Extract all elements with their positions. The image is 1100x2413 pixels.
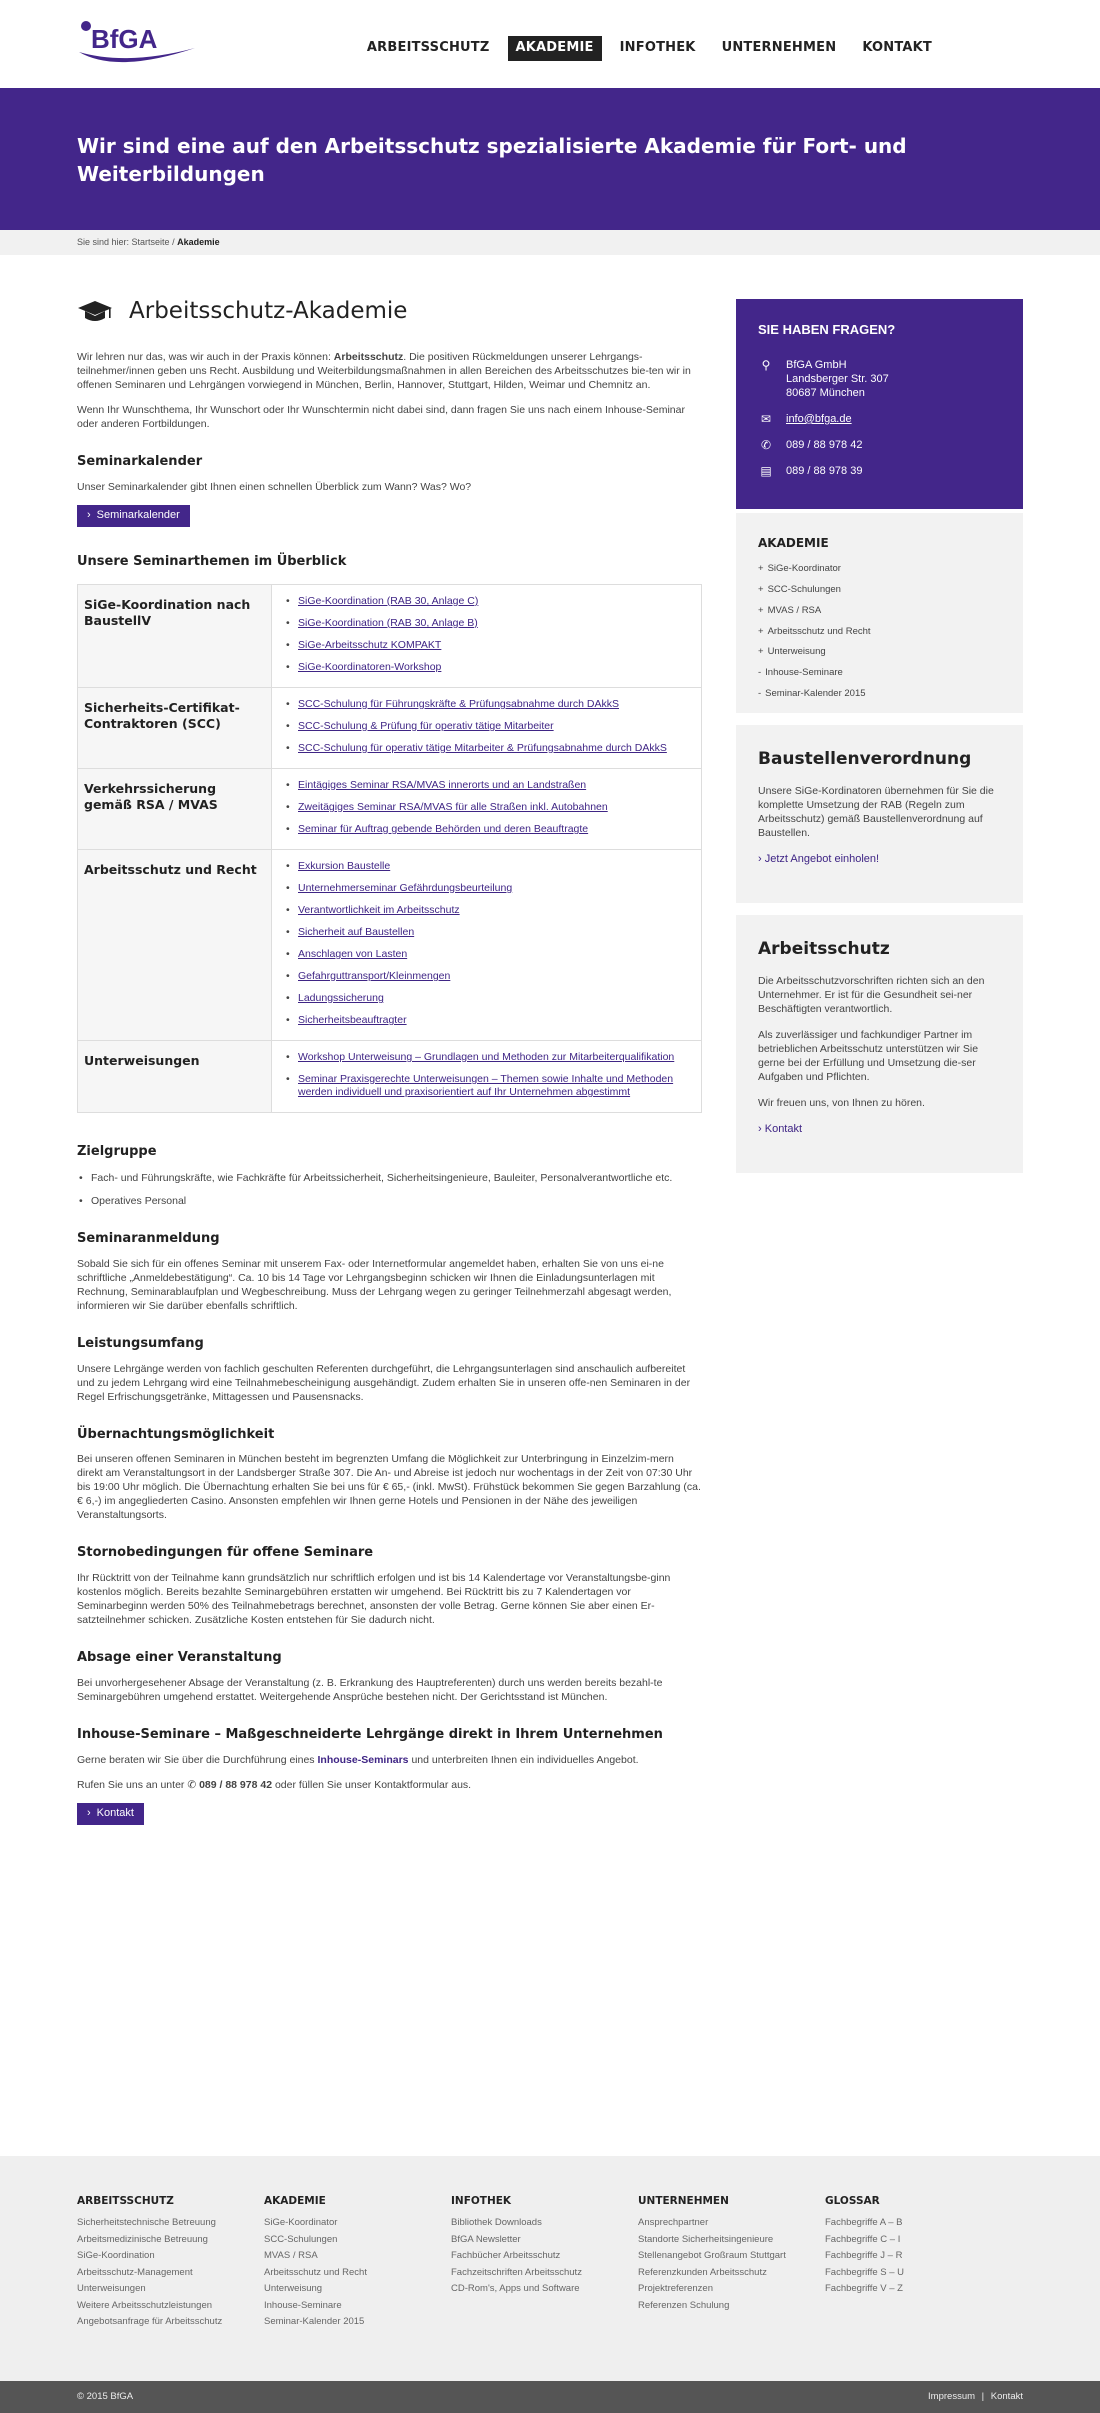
footer-link[interactable]: MVAS / RSA <box>264 2250 318 2262</box>
seminar-themes-table <box>77 584 702 1113</box>
footer-link[interactable]: Fachbegriffe J – R <box>825 2250 903 2262</box>
footer-link[interactable]: SCC-Schulungen <box>264 2233 338 2245</box>
list-item: • Fach- und Führungskräfte, wie Fachkräfte für Arbeitssicherheit, Sicherheitsingenieure, Bauleiter, Personalverantwortliche etc. <box>77 1172 702 1185</box>
absage-heading: Absage einer Veranstaltung <box>77 1650 282 1666</box>
theme-link[interactable]: SiGe-Koordination (RAB 30, Anlage B) <box>298 616 478 629</box>
uebernachtung-text: Bei unseren offenen Seminaren in München besteht im begrenzten Umfang die Möglichkeit zur Unterbringung in Einzelzim-mern direkt am Veranstaltungsort in der Landsberger Straße 307. Die An- und Abreise ist jedoch nur wochentags in der Zeit von 07:30 Uhr bis 19:00 Uhr möglich. Die Übernachtung erhalten Sie bei uns für € 65,- (inkl. MwSt). Frühstück bekommen Sie gegen Barzahlung (ca. € 6,-) im angegliederten Casino. Ansonsten empfehlen wir Ihnen gerne Hotels und Pensionen in der Nähe des jeweiligen Veranstaltungsorts. <box>77 1453 701 1522</box>
inhouse-link[interactable]: Inhouse-Seminars <box>317 1753 409 1766</box>
footer-link[interactable]: Inhouse-Seminare <box>264 2299 342 2311</box>
akademie-menu <box>736 513 1023 713</box>
seminarkalender-text: Unser Seminarkalender gibt Ihnen einen schnellen Überblick zum Wann? Was? Wo? <box>77 481 472 494</box>
baustellenverordnung-box <box>736 725 1023 903</box>
theme-link[interactable]: SiGe-Koordination (RAB 30, Anlage C) <box>298 594 479 607</box>
svg-text:BfGA: BfGA <box>91 24 158 54</box>
nav-akademie[interactable]: AKADEMIE <box>508 36 602 61</box>
breadcrumb-home[interactable]: Startseite <box>131 237 170 247</box>
list-item <box>286 720 685 733</box>
list-item <box>286 801 685 814</box>
footer-col-unternehmen <box>638 2194 825 2331</box>
footer-link[interactable]: Fachbegriffe A – B <box>825 2217 903 2229</box>
page-title-row <box>77 295 702 328</box>
table-row <box>78 768 702 849</box>
table-row <box>78 584 702 687</box>
hero-title: Wir sind eine auf den Arbeitsschutz spezialisierte Akademie für Fort- und Weiterbildungen <box>77 134 907 186</box>
zielgruppe-list <box>77 1172 702 1208</box>
copyright: © 2015 BfGA <box>77 2391 134 2402</box>
list-item <box>286 882 685 895</box>
intro-paragraph-2: Wenn Ihr Wunschthema, Ihr Wunschort oder Ihr Wunschtermin nicht dabei sind, dann fragen Sie uns nach einem Inhouse-Seminar oder anderen Fortbildungen. <box>77 404 685 431</box>
theme-link[interactable]: Verantwortlichkeit im Arbeitsschutz <box>298 903 460 916</box>
footer-kontakt-link[interactable]: Kontakt <box>990 2391 1023 2402</box>
theme-link[interactable]: SiGe-Koordinatoren-Workshop <box>298 660 442 673</box>
footer-heading: AKADEMIE <box>264 2195 326 2207</box>
fax-icon: ▤ <box>760 463 772 478</box>
table-row <box>78 1040 702 1112</box>
footer-col-arbeitsschutz <box>77 2194 264 2331</box>
theme-link[interactable]: Ladungssicherung <box>298 991 384 1004</box>
theme-link[interactable]: Zweitägiges Seminar RSA/MVAS für alle Straßen inkl. Autobahnen <box>298 800 608 813</box>
breadcrumb <box>0 230 1100 255</box>
footer-heading: UNTERNEHMEN <box>638 2195 729 2207</box>
footer-heading: ARBEITSSCHUTZ <box>77 2195 174 2207</box>
theme-link[interactable]: Seminar Praxisgerechte Unterweisungen – Themen sowie Inhalte und Methoden werden individuell und praxisorientiert auf Ihr Unternehmen abgestimmt <box>298 1072 674 1098</box>
footer-link[interactable]: Ansprechpartner <box>638 2217 709 2229</box>
inhouse-heading: Inhouse-Seminare – Maßgeschneiderte Lehrgänge direkt in Ihrem Unternehmen <box>77 1727 663 1743</box>
site-footer <box>0 2156 1100 2381</box>
sidebar-item-scc[interactable]: + SCC-Schulungen <box>758 584 841 596</box>
baustelle-heading: Baustellenverordnung <box>758 749 972 769</box>
bfga-logo[interactable] <box>77 18 197 70</box>
themes-heading: Unsere Seminarthemen im Überblick <box>77 554 347 570</box>
list-item <box>286 992 685 1005</box>
seminaranmeldung-text: Sobald Sie sich für ein offenes Seminar mit unserem Fax- oder Internetformular angemeldet haben, erhalten Sie von uns ei-ne schriftliche „Anmeldebestätigung“. Ca. 10 bis 14 Tage vor Lehrgangsbeginn schicken wir Ihnen die Einladungsunterlagen mit Rechnung, Seminarablaufplan und Wegbeschreibung. Muss der Lehrgang wegen zu geringer Teilnehmerzahl abgesagt werden, informieren wir Sie darüber ebenfalls schriftlich. <box>77 1257 672 1312</box>
list-item <box>286 1051 685 1064</box>
footer-link[interactable]: Fachbegriffe C – I <box>825 2233 901 2245</box>
sidebar-item-sige[interactable]: + SiGe-Koordinator <box>758 563 841 575</box>
envelope-icon: ✉ <box>760 411 772 426</box>
contact-box <box>736 299 1023 509</box>
footer-link[interactable]: Fachbegriffe V – Z <box>825 2283 903 2295</box>
theme-link[interactable]: Sicherheitsbeauftragter <box>298 1013 407 1026</box>
contact-email[interactable]: info@bfga.de <box>786 412 852 425</box>
footer-link[interactable]: Bibliothek Downloads <box>451 2217 542 2229</box>
arbeitsschutz-box <box>736 915 1023 1173</box>
footer-link[interactable]: Projektreferenzen <box>638 2283 713 2295</box>
theme-category: SiGe-Koordination nach BaustellV <box>78 584 272 687</box>
theme-link[interactable]: Eintägiges Seminar RSA/MVAS innerorts und an Landstraßen <box>298 778 587 791</box>
sidebar-item-recht[interactable]: + Arbeitsschutz und Recht <box>758 625 871 637</box>
akademie-menu-heading: AKADEMIE <box>758 536 829 550</box>
graduation-cap-icon <box>77 299 113 325</box>
contact-company: BfGA GmbH <box>786 358 847 371</box>
footer-link[interactable]: Arbeitsschutz-Management <box>77 2266 193 2278</box>
theme-link[interactable]: SiGe-Arbeitsschutz KOMPAKT <box>298 638 442 651</box>
bottom-bar <box>0 2381 1100 2413</box>
sidebar-item-mvas[interactable]: + MVAS / RSA <box>758 604 822 616</box>
list-item <box>286 904 685 917</box>
list-item <box>286 1014 685 1027</box>
inhouse-text: Gerne beraten wir Sie über die Durchführung eines Inhouse-Seminars und unterbreiten Ihnen ein individuelles Angebot. <box>77 1753 639 1766</box>
list-item <box>286 661 685 674</box>
nav-kontakt[interactable]: KONTAKT <box>862 40 932 55</box>
site-header <box>0 0 1100 88</box>
list-item <box>286 860 685 873</box>
footer-link[interactable]: Arbeitsschutz und Recht <box>264 2266 367 2278</box>
nav-arbeitsschutz[interactable]: ARBEITSSCHUTZ <box>366 40 490 55</box>
table-row <box>78 687 702 768</box>
theme-link[interactable]: SCC-Schulung für Führungskräfte & Prüfungsabnahme durch DAkkS <box>298 697 619 710</box>
phone-icon: ✆ <box>760 437 772 452</box>
uebernachtung-heading: Übernachtungsmöglichkeit <box>77 1426 275 1442</box>
arbeitsschutz-text-1: Die Arbeitsschutzvorschriften richten sich an den Unternehmer. Er ist für die Gesundheit sei-ner Beschäftigten verantwortlich. <box>758 974 985 1015</box>
list-item <box>286 948 685 961</box>
list-item <box>286 617 685 630</box>
sidebar-item-kalender[interactable]: - Seminar-Kalender 2015 <box>758 687 866 699</box>
breadcrumb-current: Akademie <box>177 237 220 247</box>
footer-link[interactable]: Standorte Sicherheitsingenieure <box>638 2233 774 2245</box>
footer-link[interactable]: Sicherheitstechnische Betreuung <box>77 2217 216 2229</box>
theme-link[interactable]: Seminar für Auftrag gebende Behörden und deren Beauftragte <box>298 822 589 835</box>
leistungsumfang-heading: Leistungsumfang <box>77 1335 204 1351</box>
chevron-right-icon: › <box>758 1122 765 1135</box>
theme-link[interactable]: Sicherheit auf Baustellen <box>298 925 415 938</box>
footer-link[interactable]: Stellenangebot Großraum Stuttgart <box>638 2250 786 2262</box>
breadcrumb-prefix: Sie sind hier: <box>77 237 130 247</box>
list-item <box>286 742 685 755</box>
list-item <box>286 779 685 792</box>
sidebar <box>736 299 1023 1173</box>
list-item <box>286 823 685 836</box>
list-item <box>286 926 685 939</box>
zielgruppe-heading: Zielgruppe <box>77 1143 157 1159</box>
list-item <box>286 1073 685 1099</box>
footer-link[interactable]: CD-Rom's, Apps und Software <box>451 2283 580 2295</box>
footer-link[interactable]: Weitere Arbeitsschutzleistungen <box>77 2299 213 2311</box>
contact-city: 80687 München <box>786 386 865 399</box>
theme-category: Unterweisungen <box>78 1040 272 1112</box>
intro-paragraph-1: Wir lehren nur das, was wir auch in der Praxis können: Arbeitsschutz. Die positiven Rückmeldungen unserer Lehrgangs-teilnehmer/innen geben uns Recht. Ausbildung und Weiterbildungsmaßnahmen in allen Bereichen des Arbeitsschutzes bie-ten wir in offenen Seminaren und Lehrgängen vorwiegend in München, Berlin, Hannover, Stuttgart, Hilden, Weimar und Chemnitz an. <box>77 351 691 392</box>
angebot-link[interactable]: › Jetzt Angebot einholen! <box>758 852 880 865</box>
phone-icon: ✆ <box>187 1778 197 1791</box>
hero-banner <box>0 88 1100 230</box>
chevron-right-icon: › <box>87 509 91 522</box>
kontakt-button[interactable]: › Kontakt <box>77 1803 144 1825</box>
arbeitsschutz-text-3: Wir freuen uns, von Ihnen zu hören. <box>758 1096 925 1109</box>
list-item: • Operatives Personal <box>77 1195 702 1208</box>
list-item <box>286 595 685 608</box>
nav-unternehmen[interactable]: UNTERNEHMEN <box>721 40 837 55</box>
arbeitsschutz-heading: Arbeitsschutz <box>758 939 890 959</box>
footer-link[interactable]: SiGe-Koordinator <box>264 2217 338 2229</box>
theme-link[interactable]: SCC-Schulung & Prüfung für operativ tätige Mitarbeiter <box>298 719 554 732</box>
theme-link[interactable]: SCC-Schulung für operativ tätige Mitarbeiter & Prüfungsabnahme durch DAkkS <box>298 741 667 754</box>
footer-link[interactable]: Fachbücher Arbeitsschutz <box>451 2250 561 2262</box>
theme-category: Verkehrssicherung gemäß RSA / MVAS <box>78 768 272 849</box>
footer-link[interactable]: Referenzkunden Arbeitsschutz <box>638 2266 767 2278</box>
contact-heading: SIE HABEN FRAGEN? <box>758 322 896 337</box>
contact-phone: 089 / 88 978 42 <box>786 438 863 451</box>
nav-infothek[interactable]: INFOTHEK <box>619 40 696 55</box>
seminarkalender-heading: Seminarkalender <box>77 454 203 470</box>
theme-link[interactable]: Exkursion Baustelle <box>298 859 391 872</box>
footer-link[interactable]: Angebotsanfrage für Arbeitsschutz <box>77 2316 223 2328</box>
footer-separator: | <box>981 2391 985 2402</box>
footer-link[interactable]: Unterweisungen <box>77 2283 146 2295</box>
sidebar-item-inhouse[interactable]: - Inhouse-Seminare <box>758 667 843 679</box>
content-column <box>77 295 702 1833</box>
contact-street: Landsberger Str. 307 <box>786 372 889 385</box>
seminaranmeldung-heading: Seminaranmeldung <box>77 1230 220 1246</box>
footer-link[interactable]: BfGA Newsletter <box>451 2233 521 2245</box>
chevron-right-icon: › <box>87 1806 91 1819</box>
chevron-right-icon: › <box>758 852 765 865</box>
footer-link[interactable]: Fachbegriffe S – U <box>825 2266 905 2278</box>
sidebar-item-unterweisung[interactable]: + Unterweisung <box>758 646 826 658</box>
footer-link[interactable]: Referenzen Schulung <box>638 2299 730 2311</box>
list-item <box>286 639 685 652</box>
footer-link[interactable]: Arbeitsmedizinische Betreuung <box>77 2233 208 2245</box>
map-marker-icon: ⚲ <box>761 357 771 372</box>
footer-link[interactable]: Fachzeitschriften Arbeitsschutz <box>451 2266 582 2278</box>
inhouse-call: Rufen Sie uns an unter ✆ 089 / 88 978 42 oder füllen Sie unser Kontaktformular aus. <box>77 1778 472 1791</box>
footer-heading: GLOSSAR <box>825 2195 880 2207</box>
theme-link[interactable]: Gefahrguttransport/Kleinmengen <box>298 969 451 982</box>
breadcrumb-separator: / <box>172 237 175 247</box>
main-area <box>0 255 1100 2156</box>
leistungsumfang-text: Unsere Lehrgänge werden von fachlich geschulten Referenten durchgeführt, die Lehrgangsunterlagen sind anschaulich aufbereitet und zu jedem Lehrgang wird eine Teilnahmebescheinigung ausgehändigt. Zudem erhalten Sie in unseren offe-nen Seminaren in der Regel Erfrischungsgetränke, Mittagessen und Pausensnacks. <box>77 1362 691 1403</box>
baustelle-text: Unsere SiGe-Kordinatoren übernehmen für Sie die komplette Umsetzung der RAB (Regeln zum Arbeitsschutz) gemäß Baustellenverordnung auf Baustellen. <box>758 784 994 839</box>
theme-category: Arbeitsschutz und Recht <box>78 849 272 1040</box>
table-row <box>78 849 702 1040</box>
footer-link[interactable]: Unterweisung <box>264 2283 323 2295</box>
storno-text: Ihr Rücktritt von der Teilnahme kann grundsätzlich nur schriftlich erfolgen und ist bis 14 Kalendertage vor Veranstaltungsbe-ginn kostenlos möglich. Bereits bezahlte Seminargebühren erstatten wir umgehend. Bei Rücktritt bis zu 7 Kalendertagen vor Seminarbeginn werden 50% des Teilnahmebetrags berechnet, ansonsten der volle Betrag. Gerne können Sie aber einen Er-satzteilnehmer schicken. Zusätzliche Kosten entstehen für Sie dadurch nicht. <box>77 1572 671 1627</box>
footer-link[interactable]: Seminar-Kalender 2015 <box>264 2316 365 2328</box>
footer-link[interactable]: SiGe-Koordination <box>77 2250 155 2262</box>
theme-link[interactable]: Unternehmerseminar Gefährdungsbeurteilung <box>298 881 513 894</box>
footer-col-glossar <box>825 2194 1012 2331</box>
sidebar-kontakt-link[interactable]: › Kontakt <box>758 1122 803 1135</box>
seminarkalender-button[interactable]: › Seminarkalender <box>77 505 190 527</box>
arbeitsschutz-text-2: Als zuverlässiger und fachkundiger Partner im betrieblichen Arbeitsschutz unterstützen wir Sie gerne bei der Erfüllung und Umsetzung die-ser Aufgaben und Pflichten. <box>758 1028 979 1083</box>
impressum-link[interactable]: Impressum <box>928 2391 976 2402</box>
contact-fax: 089 / 88 978 39 <box>786 464 863 477</box>
theme-category: Sicherheits-Certifikat-Contraktoren (SCC) <box>78 687 272 768</box>
footer-col-akademie <box>264 2194 451 2331</box>
list-item <box>286 698 685 711</box>
footer-heading: INFOTHEK <box>451 2195 512 2207</box>
main-nav <box>359 36 940 61</box>
theme-link[interactable]: Workshop Unterweisung – Grundlagen und Methoden zur Mitarbeiterqualifikation <box>298 1050 675 1063</box>
footer-col-infothek <box>451 2194 638 2331</box>
list-item <box>286 970 685 983</box>
storno-heading: Stornobedingungen für offene Seminare <box>77 1545 374 1561</box>
theme-link[interactable]: Anschlagen von Lasten <box>298 947 408 960</box>
page-title: Arbeitsschutz-Akademie <box>129 298 408 324</box>
absage-text: Bei unvorhergesehener Absage der Veranstaltung (z. B. Erkrankung des Hauptreferenten) durch uns werden bereits bezahl-te Seminargebühren umgehend erstattet. Weitergehende Ansprüche bestehen nicht. Der Gerichtsstand ist München. <box>77 1677 663 1704</box>
